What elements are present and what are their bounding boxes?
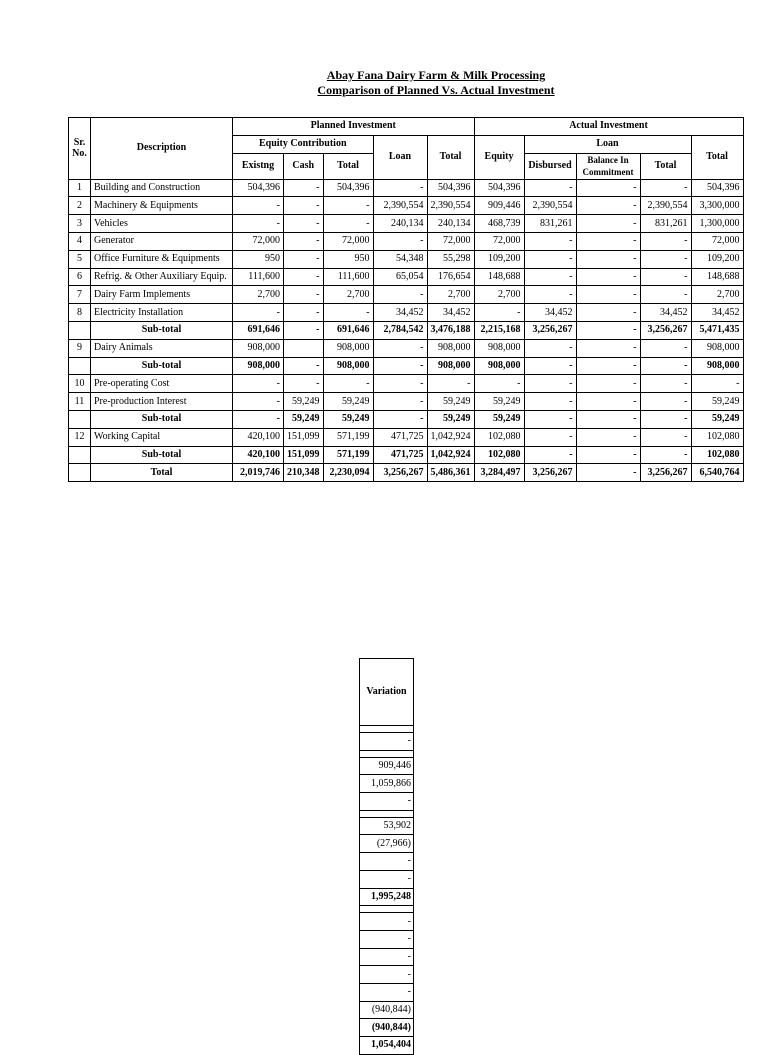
value-cell: 908,000 — [323, 339, 373, 357]
value-cell: 504,396 — [474, 179, 524, 197]
variation-cell: - — [360, 853, 414, 871]
variation-row — [360, 930, 414, 948]
value-cell: 54,348 — [373, 250, 427, 268]
value-cell: 148,688 — [691, 268, 743, 286]
value-cell: - — [284, 321, 324, 339]
sr-no-cell — [69, 446, 91, 464]
value-cell: - — [576, 304, 640, 322]
variation-row — [360, 1037, 414, 1055]
value-cell: 72,000 — [427, 232, 474, 250]
sr-no-cell — [69, 410, 91, 428]
variation-row — [360, 870, 414, 888]
value-cell: - — [576, 286, 640, 304]
sr-no-header: Sr. No. — [69, 118, 91, 180]
value-cell: 111,600 — [323, 268, 373, 286]
value-cell: 59,249 — [474, 410, 524, 428]
value-cell: - — [323, 215, 373, 233]
value-cell: - — [284, 250, 324, 268]
value-cell: 34,452 — [427, 304, 474, 322]
value-cell: 3,300,000 — [691, 197, 743, 215]
variation-row — [360, 835, 414, 853]
variation-row — [360, 948, 414, 966]
sr-no-cell: 4 — [69, 232, 91, 250]
description-cell: Generator — [91, 232, 233, 250]
value-cell: - — [474, 375, 524, 393]
variation-row — [360, 913, 414, 931]
description-cell: Building and Construction — [91, 179, 233, 197]
description-cell: Dairy Animals — [91, 339, 233, 357]
sr-no-cell: 12 — [69, 428, 91, 446]
value-cell: - — [323, 197, 373, 215]
table-row — [69, 393, 744, 411]
sr-no-cell: 5 — [69, 250, 91, 268]
value-cell: - — [576, 232, 640, 250]
value-cell: 908,000 — [233, 339, 284, 357]
variation-row — [360, 775, 414, 793]
variation-cell: - — [360, 870, 414, 888]
value-cell: 1,042,924 — [427, 428, 474, 446]
planned-loan-header: Loan — [373, 135, 427, 179]
value-cell: - — [233, 375, 284, 393]
value-cell: 3,256,267 — [524, 321, 576, 339]
variation-cell: - — [360, 793, 414, 811]
planned-investment-header: Planned Investment — [233, 118, 475, 136]
value-cell: 59,249 — [323, 393, 373, 411]
value-cell: 59,249 — [284, 410, 324, 428]
value-cell: - — [576, 357, 640, 375]
value-cell: - — [373, 232, 427, 250]
value-cell: 2,390,554 — [427, 197, 474, 215]
value-cell: 5,486,361 — [427, 464, 474, 482]
value-cell: - — [233, 393, 284, 411]
value-cell: - — [323, 304, 373, 322]
table-row — [69, 410, 744, 428]
variation-cell: (940,844) — [360, 1019, 414, 1037]
value-cell: 950 — [323, 250, 373, 268]
value-cell: - — [284, 197, 324, 215]
value-cell: - — [373, 286, 427, 304]
value-cell: 55,298 — [427, 250, 474, 268]
value-cell: - — [524, 410, 576, 428]
description-cell: Sub-total — [91, 357, 233, 375]
value-cell: 2,390,554 — [524, 197, 576, 215]
value-cell: 34,452 — [373, 304, 427, 322]
value-cell: - — [576, 197, 640, 215]
value-cell: - — [284, 215, 324, 233]
sr-no-cell: 1 — [69, 179, 91, 197]
value-cell: - — [284, 304, 324, 322]
value-cell: 148,688 — [474, 268, 524, 286]
value-cell: 471,725 — [373, 446, 427, 464]
value-cell: 6,540,764 — [691, 464, 743, 482]
value-cell: - — [640, 286, 691, 304]
value-cell: - — [233, 197, 284, 215]
spacer — [360, 906, 414, 913]
actual-total-header: Total — [691, 135, 743, 179]
variation-row — [360, 1019, 414, 1037]
sr-no-cell — [69, 321, 91, 339]
value-cell: 2,390,554 — [373, 197, 427, 215]
value-cell: 2,390,554 — [640, 197, 691, 215]
sr-no-cell: 2 — [69, 197, 91, 215]
variation-row — [360, 1001, 414, 1019]
table-row — [69, 304, 744, 322]
value-cell: 571,199 — [323, 428, 373, 446]
value-cell: 2,784,542 — [373, 321, 427, 339]
value-cell: - — [373, 357, 427, 375]
value-cell: - — [576, 464, 640, 482]
value-cell: 59,249 — [691, 393, 743, 411]
table-row — [69, 446, 744, 464]
value-cell: 504,396 — [427, 179, 474, 197]
value-cell: 240,134 — [373, 215, 427, 233]
description-cell: Machinery & Equipments — [91, 197, 233, 215]
value-cell: 2,700 — [691, 286, 743, 304]
value-cell: - — [233, 304, 284, 322]
sr-no-cell: 3 — [69, 215, 91, 233]
value-cell: 3,256,267 — [640, 464, 691, 482]
variation-cell: (940,844) — [360, 1001, 414, 1019]
investment-table-body — [69, 179, 744, 482]
value-cell: 1,300,000 — [691, 215, 743, 233]
description-cell: Pre-production Interest — [91, 393, 233, 411]
value-cell: - — [691, 375, 743, 393]
value-cell: - — [284, 375, 324, 393]
value-cell: 420,100 — [233, 428, 284, 446]
value-cell: 2,019,746 — [233, 464, 284, 482]
value-cell: 908,000 — [427, 339, 474, 357]
value-cell: 72,000 — [323, 232, 373, 250]
value-cell: 691,646 — [323, 321, 373, 339]
value-cell: 111,600 — [233, 268, 284, 286]
description-header: Description — [91, 118, 233, 180]
value-cell: 420,100 — [233, 446, 284, 464]
value-cell: 109,200 — [691, 250, 743, 268]
report-title: Abay Fana Dairy Farm & Milk Processing — [326, 68, 546, 82]
table-row — [69, 268, 744, 286]
value-cell: - — [640, 393, 691, 411]
value-cell: 72,000 — [691, 232, 743, 250]
report-subtitle: Comparison of Planned Vs. Actual Investment — [317, 83, 555, 97]
value-cell: - — [524, 446, 576, 464]
value-cell: - — [524, 250, 576, 268]
table-row — [69, 250, 744, 268]
value-cell: - — [323, 375, 373, 393]
existing-header: Existng — [233, 153, 284, 179]
value-cell: - — [284, 268, 324, 286]
table-row — [69, 321, 744, 339]
value-cell: 102,080 — [691, 446, 743, 464]
value-cell: 691,646 — [233, 321, 284, 339]
value-cell: - — [233, 215, 284, 233]
value-cell: 72,000 — [233, 232, 284, 250]
description-cell: Pre-operating Cost — [91, 375, 233, 393]
value-cell: 34,452 — [524, 304, 576, 322]
equity-contribution-header: Equity Contribution — [233, 135, 374, 153]
value-cell: 72,000 — [474, 232, 524, 250]
description-cell: Sub-total — [91, 410, 233, 428]
value-cell: 2,700 — [427, 286, 474, 304]
variation-header: Variation — [360, 659, 414, 726]
value-cell: 468,739 — [474, 215, 524, 233]
value-cell: - — [640, 375, 691, 393]
value-cell: 3,284,497 — [474, 464, 524, 482]
value-cell: 471,725 — [373, 428, 427, 446]
variation-cell: 53,902 — [360, 817, 414, 835]
value-cell: 59,249 — [691, 410, 743, 428]
value-cell: - — [640, 268, 691, 286]
value-cell: - — [640, 250, 691, 268]
value-cell: 2,700 — [233, 286, 284, 304]
value-cell: - — [576, 393, 640, 411]
value-cell: 34,452 — [640, 304, 691, 322]
value-cell: - — [524, 339, 576, 357]
variation-cell: - — [360, 930, 414, 948]
variation-row — [360, 983, 414, 1001]
loan-total-header: Total — [640, 153, 691, 179]
value-cell: 831,261 — [524, 215, 576, 233]
value-cell: 176,654 — [427, 268, 474, 286]
variation-row — [360, 757, 414, 775]
sr-no-cell — [69, 357, 91, 375]
value-cell: - — [524, 232, 576, 250]
value-cell: 3,256,267 — [640, 321, 691, 339]
value-cell: - — [640, 446, 691, 464]
disbursed-header: Disbursed — [524, 153, 576, 179]
value-cell: - — [373, 410, 427, 428]
investment-table — [68, 117, 744, 482]
value-cell: 59,249 — [284, 393, 324, 411]
description-cell: Office Furniture & Equipments — [91, 250, 233, 268]
value-cell: 571,199 — [323, 446, 373, 464]
value-cell: - — [576, 179, 640, 197]
value-cell: - — [524, 286, 576, 304]
value-cell: 102,080 — [474, 428, 524, 446]
header-row-1 — [69, 118, 744, 136]
value-cell: 908,000 — [233, 357, 284, 375]
value-cell: - — [576, 321, 640, 339]
sr-no-cell: 10 — [69, 375, 91, 393]
variation-cell: - — [360, 948, 414, 966]
value-cell: 908,000 — [474, 339, 524, 357]
sr-no-cell: 6 — [69, 268, 91, 286]
value-cell: - — [373, 393, 427, 411]
sr-no-cell: 7 — [69, 286, 91, 304]
variation-row — [360, 966, 414, 984]
value-cell: 59,249 — [427, 393, 474, 411]
value-cell: 109,200 — [474, 250, 524, 268]
description-cell: Sub-total — [91, 446, 233, 464]
variation-table — [359, 658, 414, 1055]
variation-row — [360, 733, 414, 751]
value-cell: 908,000 — [323, 357, 373, 375]
value-cell: 2,215,168 — [474, 321, 524, 339]
cash-header: Cash — [284, 153, 324, 179]
description-cell: Dairy Farm Implements — [91, 286, 233, 304]
variation-cell: 1,995,248 — [360, 888, 414, 906]
sr-no-cell — [69, 464, 91, 482]
value-cell: - — [576, 446, 640, 464]
value-cell: - — [373, 339, 427, 357]
value-cell: 151,099 — [284, 428, 324, 446]
value-cell: 908,000 — [691, 357, 743, 375]
actual-investment-header: Actual Investment — [474, 118, 743, 136]
value-cell: 2,230,094 — [323, 464, 373, 482]
table-row — [69, 428, 744, 446]
table-row — [69, 215, 744, 233]
balance-in-commitment-header: Balance In Commitment — [576, 153, 640, 179]
value-cell: - — [576, 268, 640, 286]
value-cell: 210,348 — [284, 464, 324, 482]
value-cell: - — [427, 375, 474, 393]
value-cell: - — [474, 304, 524, 322]
planned-total-header: Total — [427, 135, 474, 179]
value-cell: 3,256,267 — [373, 464, 427, 482]
variation-cell: 1,059,866 — [360, 775, 414, 793]
value-cell: - — [576, 375, 640, 393]
variation-cell: - — [360, 966, 414, 984]
variation-row — [360, 853, 414, 871]
value-cell: 504,396 — [323, 179, 373, 197]
value-cell: 151,099 — [284, 446, 324, 464]
value-cell: 504,396 — [691, 179, 743, 197]
sr-no-cell: 8 — [69, 304, 91, 322]
description-cell: Refrig. & Other Auxiliary Equip. — [91, 268, 233, 286]
value-cell: 2,700 — [474, 286, 524, 304]
value-cell: - — [524, 375, 576, 393]
table-row — [69, 197, 744, 215]
value-cell: 102,080 — [691, 428, 743, 446]
description-cell: Sub-total — [91, 321, 233, 339]
value-cell: 102,080 — [474, 446, 524, 464]
value-cell: 3,476,188 — [427, 321, 474, 339]
variation-cell: - — [360, 983, 414, 1001]
value-cell: - — [576, 215, 640, 233]
value-cell: - — [524, 428, 576, 446]
value-cell: 59,249 — [427, 410, 474, 428]
value-cell — [284, 339, 324, 357]
value-cell: - — [524, 179, 576, 197]
variation-body — [360, 726, 414, 1055]
actual-loan-header: Loan — [524, 135, 691, 153]
value-cell: - — [284, 232, 324, 250]
value-cell: - — [640, 410, 691, 428]
description-cell: Vehicles — [91, 215, 233, 233]
value-cell: - — [640, 179, 691, 197]
variation-row — [360, 817, 414, 835]
value-cell: 3,256,267 — [524, 464, 576, 482]
variation-cell: 909,446 — [360, 757, 414, 775]
value-cell: 34,452 — [691, 304, 743, 322]
description-cell: Working Capital — [91, 428, 233, 446]
value-cell: 831,261 — [640, 215, 691, 233]
value-cell: - — [576, 410, 640, 428]
value-cell: 65,054 — [373, 268, 427, 286]
variation-cell: - — [360, 913, 414, 931]
equity-total-header: Total — [323, 153, 373, 179]
value-cell: - — [640, 428, 691, 446]
actual-equity-header: Equity — [474, 135, 524, 179]
value-cell: - — [524, 268, 576, 286]
variation-cell: - — [360, 733, 414, 751]
value-cell: - — [524, 357, 576, 375]
value-cell: 908,000 — [691, 339, 743, 357]
value-cell: 908,000 — [474, 357, 524, 375]
variation-cell: (27,966) — [360, 835, 414, 853]
value-cell: 504,396 — [233, 179, 284, 197]
value-cell: 1,042,924 — [427, 446, 474, 464]
description-cell: Total — [91, 464, 233, 482]
value-cell: 59,249 — [474, 393, 524, 411]
variation-row — [360, 888, 414, 906]
value-cell: 5,471,435 — [691, 321, 743, 339]
value-cell: - — [233, 410, 284, 428]
sr-no-cell: 11 — [69, 393, 91, 411]
value-cell: - — [640, 232, 691, 250]
value-cell: - — [640, 357, 691, 375]
value-cell: - — [640, 339, 691, 357]
value-cell: - — [373, 179, 427, 197]
value-cell: - — [576, 339, 640, 357]
description-cell: Electricity Installation — [91, 304, 233, 322]
value-cell: 59,249 — [323, 410, 373, 428]
value-cell: 950 — [233, 250, 284, 268]
value-cell: - — [524, 393, 576, 411]
variation-cell: 1,054,404 — [360, 1037, 414, 1055]
value-cell: - — [373, 375, 427, 393]
table-row — [69, 232, 744, 250]
value-cell: 2,700 — [323, 286, 373, 304]
spacer — [360, 726, 414, 733]
value-cell: - — [284, 179, 324, 197]
table-row — [69, 339, 744, 357]
value-cell: - — [284, 286, 324, 304]
value-cell: - — [576, 250, 640, 268]
spacer — [360, 810, 414, 817]
value-cell: - — [576, 428, 640, 446]
variation-row — [360, 793, 414, 811]
table-row — [69, 179, 744, 197]
value-cell: 240,134 — [427, 215, 474, 233]
value-cell: 908,000 — [427, 357, 474, 375]
table-row — [69, 464, 744, 482]
value-cell: - — [284, 357, 324, 375]
value-cell: 909,446 — [474, 197, 524, 215]
sr-no-cell: 9 — [69, 339, 91, 357]
spacer — [360, 750, 414, 757]
table-row — [69, 357, 744, 375]
table-row — [69, 375, 744, 393]
table-row — [69, 286, 744, 304]
